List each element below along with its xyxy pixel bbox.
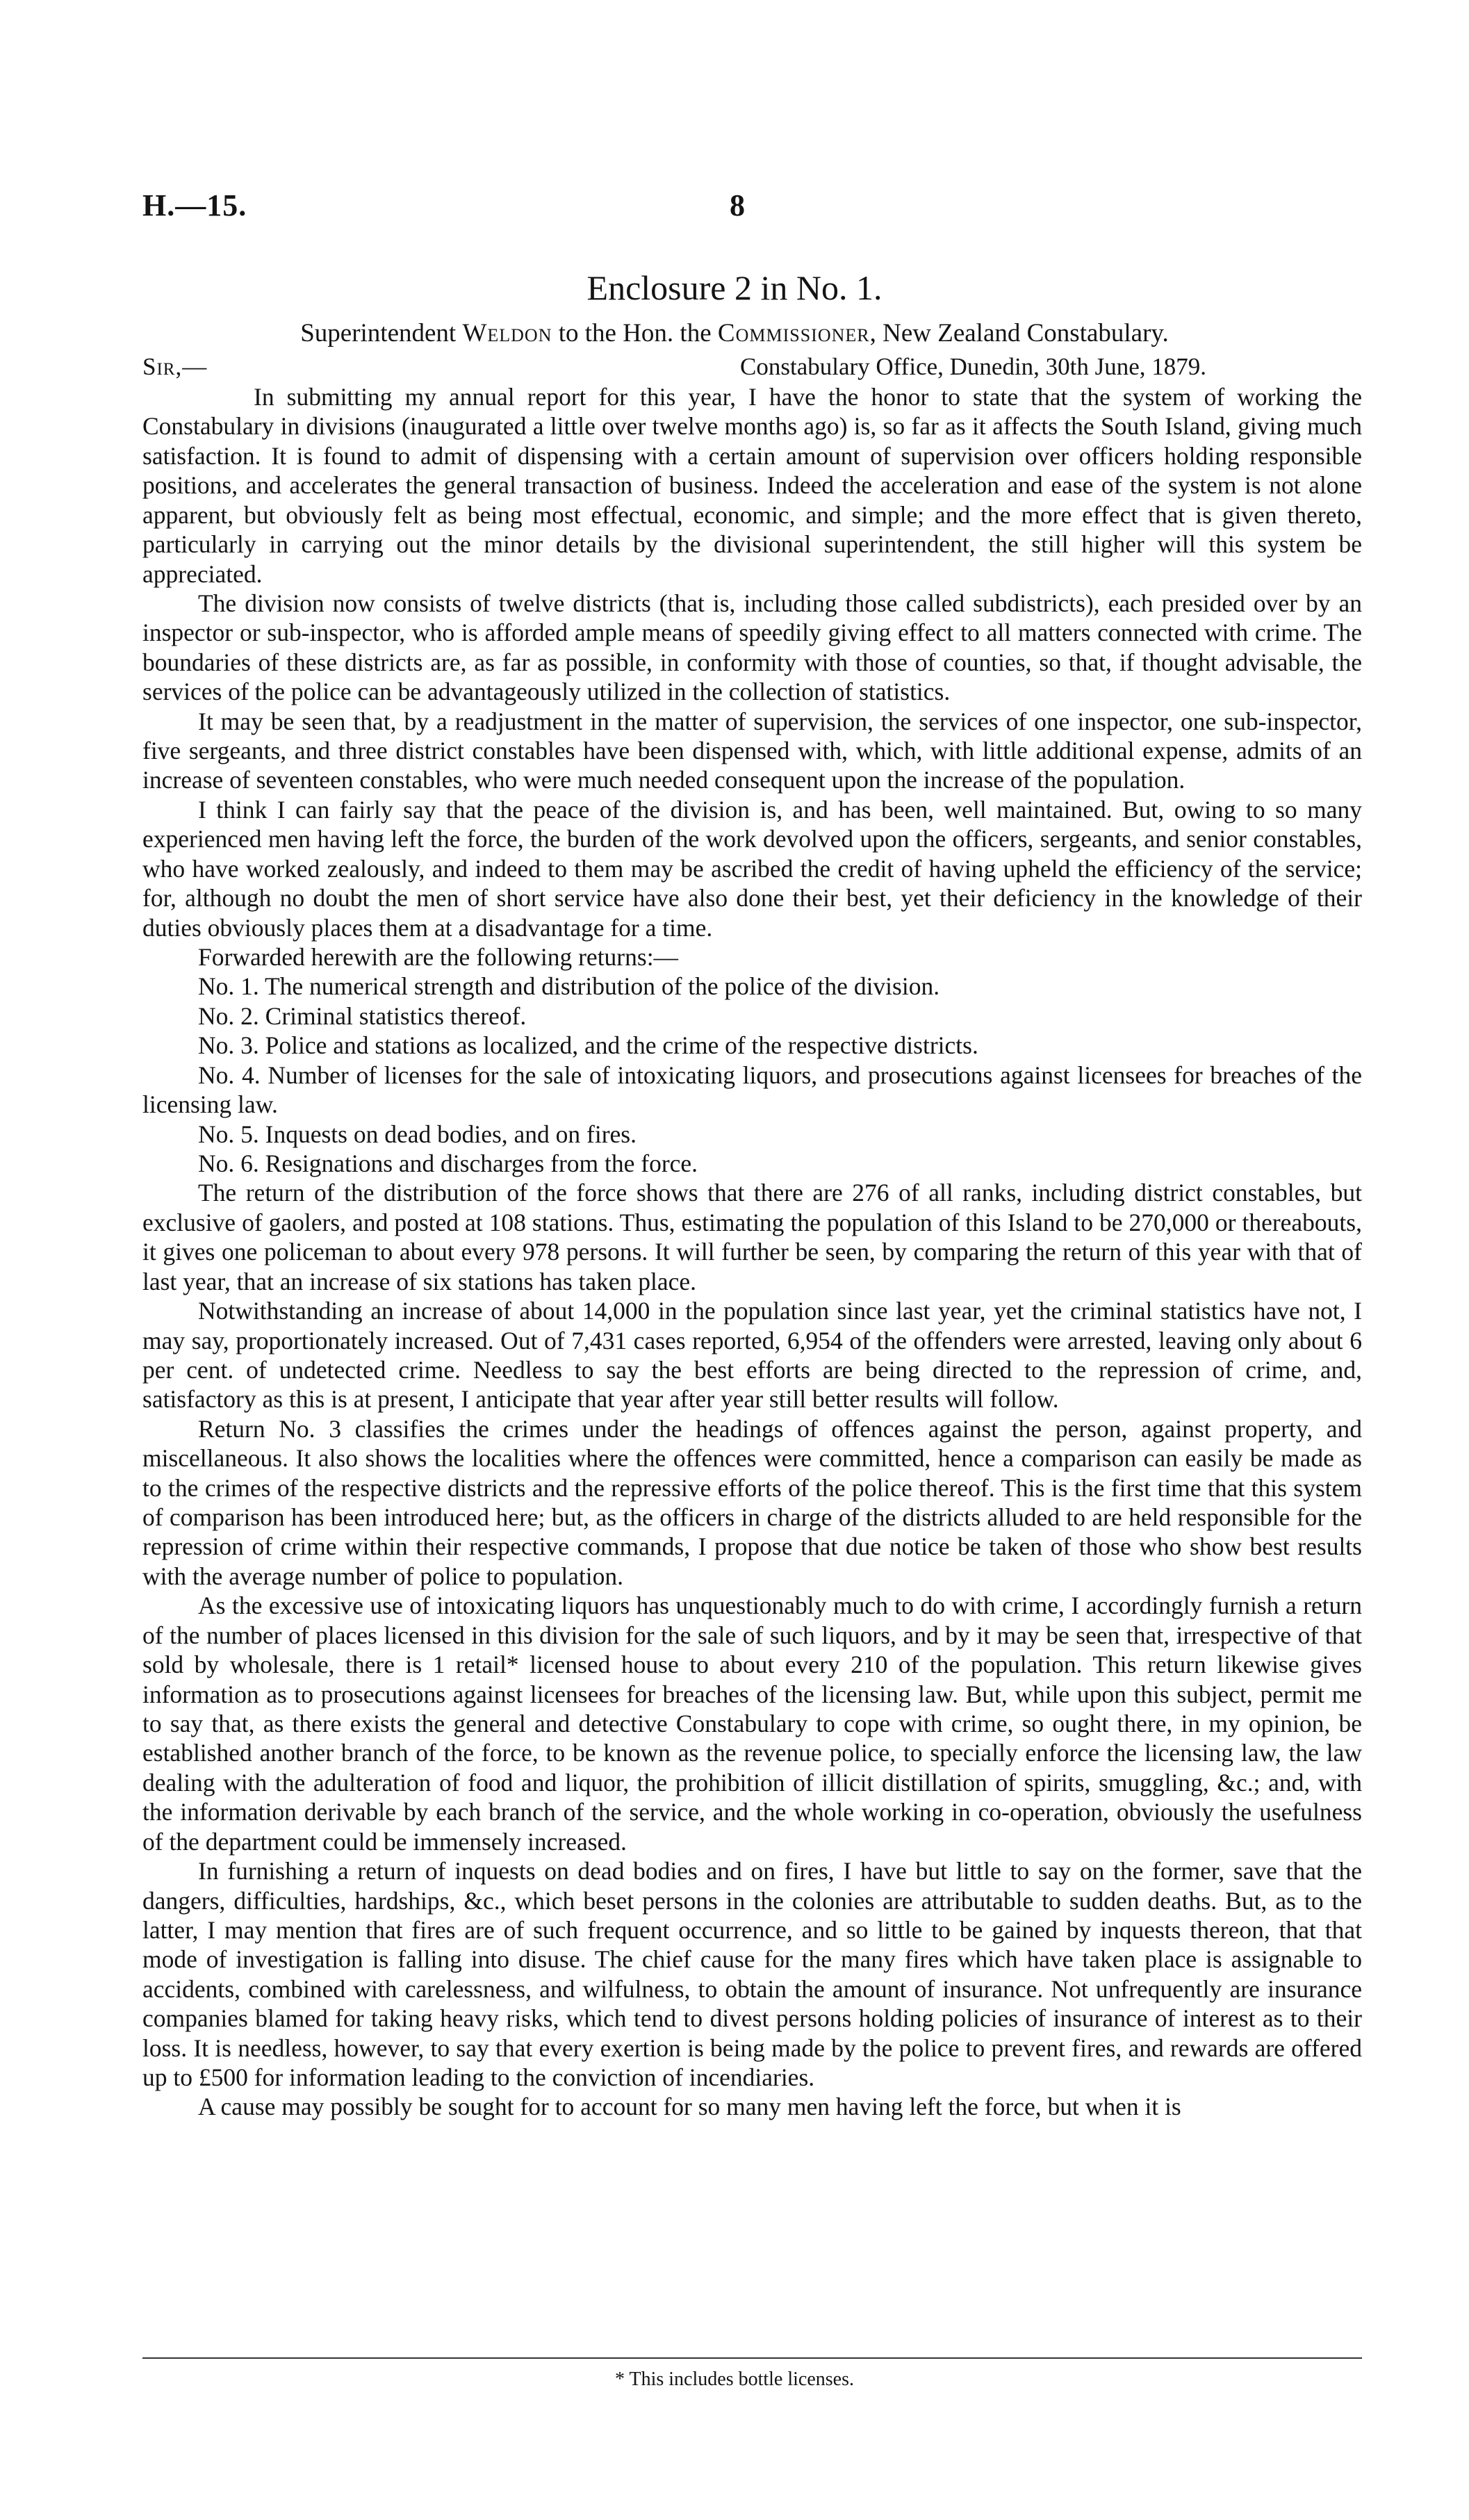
paragraph: Return No. 3 classifies the crimes under the headings of offences against the person, against property, and miscellaneous. It also shows the localities where the offences were committed, hence a comparison can easily be made as to the crimes of the respective districts and the repressive efforts of the police thereof. This is the first time that this system of comparison has been introduced here; but, as the officers in charge of the districts alluded to are held responsible for the repression of crime within their respective commands, I propose that due notice be taken of those who show best results with the average number of police to population. bbox=[142, 1414, 1362, 1590]
letter-body bbox=[142, 382, 1362, 2122]
place-date-line: Constabulary Office, Dunedin, 30th June, 1879. bbox=[740, 353, 1207, 380]
return-list-item: No. 5. Inquests on dead bodies, and on fires. bbox=[198, 1120, 637, 1148]
paragraph: In submitting my annual report for this year, I have the honor to state that the system of working the Constabulary in divisions (inaugurated a little over twelve months ago) is, so far as it affects the South Island, giving much satisfaction. It is found to admit of dispensing with a certain amount of supervision over officers holding responsible positions, and accelerates the general transaction of business. Indeed the acceleration and ease of the system is not alone apparent, but obviously felt as being most effectual, economic, and simple; and the more effect that is given thereto, particularly in carrying out the minor details by the divisional superintendent, the still higher will this system be appreciated. bbox=[142, 383, 1362, 588]
paragraph: I think I can fairly say that the peace of the division is, and has been, well maintained. But, owing to so many experienced men having left the force, the burden of the work devolved upon the officers, sergeants, and senior constables, who have worked zealously, and indeed to them may be ascribed the credit of having upheld the efficiency of the service; for, although no doubt the men of short service have also done their best, yet their deficiency in the knowledge of their duties obviously places them at a disadvantage for a time. bbox=[142, 795, 1362, 942]
footnote: * This includes bottle licenses. bbox=[615, 2368, 854, 2390]
paragraph: In furnishing a return of inquests on dead bodies and on fires, I have but little to say on the former, save that the dangers, difficulties, hardships, &c., which beset persons in the colonies are attributable to sudden deaths. But, as to the latter, I may mention that fires are of such frequent occurrence, and so little to be gained by inquests thereon, that that mode of investigation is falling into disuse. The chief cause for the many fires which have taken place is assignable to accidents, combined with carelessness, and wilfulness, to obtain the amount of insurance. Not unfrequently are insurance companies blamed for taking heavy risks, which tend to divest persons holding policies of insurance of interest as to their loss. It is needless, however, to say that every exertion is being made by the police to prevent fires, and rewards are offered up to £500 for information leading to the conviction of incendiaries. bbox=[142, 1857, 1362, 2092]
paragraph: The division now consists of twelve districts (that is, including those called subdistricts), each presided over by an inspector or sub-inspector, who is afforded ample means of speedily giving effect to all matters connected with crime. The boundaries of these districts are, as far as possible, in conformity with those of counties, so that, if thought advisable, the services of the police can be advantageously utilized in the collection of statistics. bbox=[142, 589, 1362, 706]
recipient-title: Commissioner bbox=[717, 319, 870, 347]
footnote-divider bbox=[142, 2357, 1362, 2359]
return-list-item: No. 4. Number of licenses for the sale of intoxicating liquors, and prosecutions against licensees for breaches of the licensing law. bbox=[142, 1061, 1362, 1119]
return-list-item: No. 6. Resignations and discharges from the force. bbox=[198, 1149, 698, 1177]
return-list-item: No. 1. The numerical strength and distribution of the police of the division. bbox=[198, 972, 940, 1001]
paragraph: Notwithstanding an increase of about 14,000 in the population since last year, yet the criminal statistics have not, I may say, proportionately increased. Out of 7,431 cases reported, 6,954 of the offenders were arrested, leaving only about 6 per cent. of undetected crime. Needless to say the best efforts are being directed to the repression of crime, and, satisfactory as this is at present, I anticipate that year after year still better results will follow. bbox=[142, 1297, 1362, 1414]
recipient-organization: , New Zealand Constabulary. bbox=[869, 319, 1169, 347]
return-list-item: No. 3. Police and stations as localized, and the crime of the respective districts. bbox=[198, 1031, 978, 1060]
salutation-row bbox=[142, 353, 1362, 384]
parliamentary-reference: H.—15. bbox=[142, 188, 247, 222]
paragraph: Forwarded herewith are the following returns:— bbox=[198, 943, 679, 972]
enclosure-title: Enclosure 2 in No. 1. bbox=[586, 268, 883, 307]
salutation: Sir,— bbox=[142, 353, 208, 380]
paragraph: As the excessive use of intoxicating liquors has unquestionably much to do with crime, I accordingly furnish a return of the number of places licensed in this division for the sale of such liquors, and by it may be seen that, irrespective of that sold by wholesale, there is 1 retail* licensed house to about every 210 of the population. This return likewise gives information as to prosecutions against licensees for breaches of the licensing law. But, while upon this subject, permit me to say that, as there exists the general and detective Constabulary to cope with crime, so ought there, in my opinion, be established another branch of the force, to be known as the revenue police, to specially enforce the licensing law, the law dealing with the adulteration of food and liquor, the prohibition of illicit distillation of spirits, smuggling, &c.; and, with the information derivable by each branch of the service, and the whole working in co-operation, obviously the usefulness of the department could be immensely increased. bbox=[142, 1592, 1362, 1856]
sender-rank: Superintendent bbox=[300, 319, 457, 347]
return-list-item: No. 2. Criminal statistics thereof. bbox=[198, 1001, 527, 1030]
letter-heading bbox=[0, 318, 1469, 348]
recipient-prefix: to the Hon. the bbox=[558, 319, 712, 347]
page-number: 8 bbox=[730, 188, 745, 222]
page-header bbox=[142, 188, 1365, 236]
paragraph: The return of the distribution of the force shows that there are 276 of all ranks, including district constables, but exclusive of gaolers, and posted at 108 stations. Thus, estimating the population of this Island to be 270,000 or thereabouts, it gives one policeman to about every 978 persons. It will further be seen, by comparing the return of this year with that of last year, that an increase of six stations has taken place. bbox=[142, 1179, 1362, 1295]
paragraph: It may be seen that, by a readjustment in the matter of supervision, the services of one inspector, one sub-inspector, five sergeants, and three district constables have been dispensed with, which, with little additional expense, admits of an increase of seventeen constables, who were much needed consequent upon the increase of the population. bbox=[142, 707, 1362, 794]
sender-name: Weldon bbox=[462, 319, 552, 347]
paragraph: A cause may possibly be sought for to account for so many men having left the force, but when it is bbox=[198, 2093, 1181, 2121]
